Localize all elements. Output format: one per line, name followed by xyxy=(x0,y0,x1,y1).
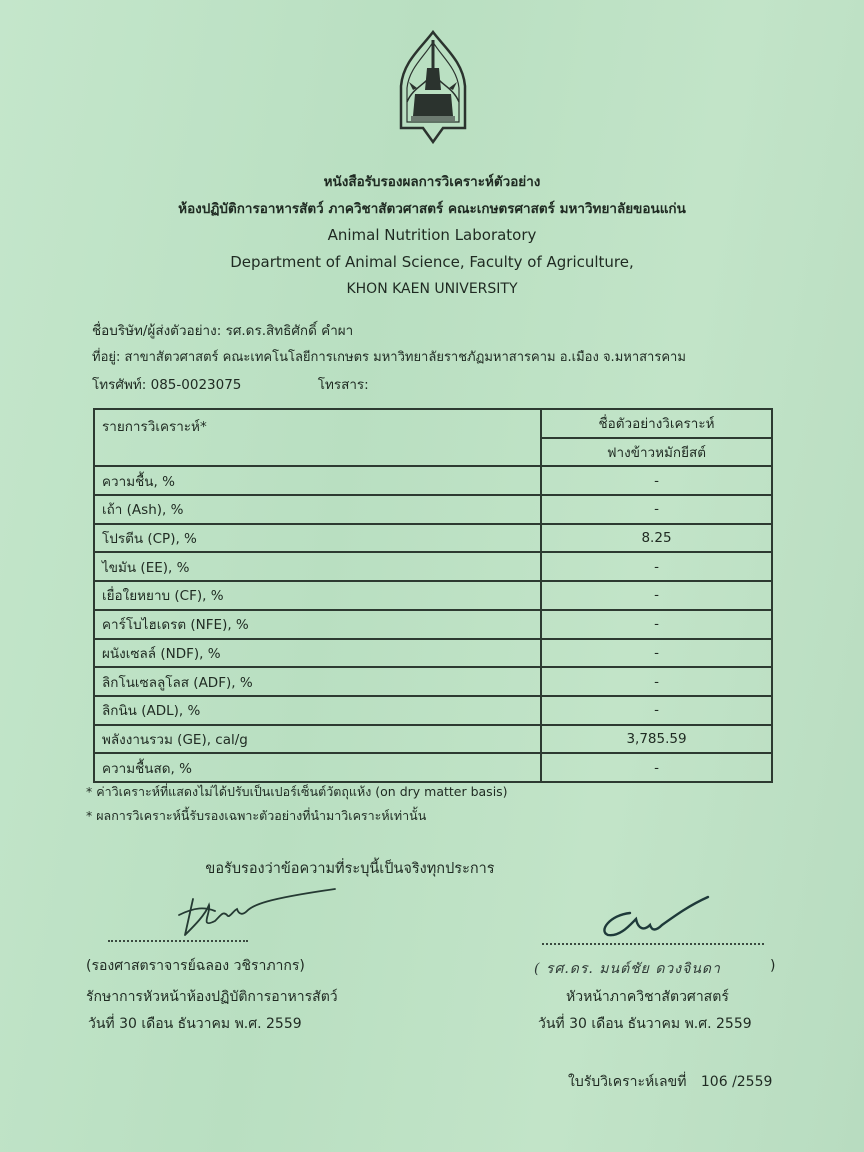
footnote-scope: * ผลการวิเคราะห์นี้รับรองเฉพาะตัวอย่างที่นำมาวิเคราะห์เท่านั้น xyxy=(86,808,427,823)
item-label: เถ้า (Ash), % xyxy=(94,495,541,524)
item-label: ไขมัน (EE), % xyxy=(94,552,541,581)
analysis-items-header: รายการวิเคราะห์* xyxy=(94,409,541,466)
address-value: สาขาสัตวศาสตร์ คณะเทคโนโลยีการเกษตร มหาวิทยาลัยราชภัฏมหาสารคาม อ.เมือง จ.มหาสารคาม xyxy=(124,350,686,365)
item-label: พลังงานรวม (GE), cal/g xyxy=(94,725,541,754)
item-value: - xyxy=(541,696,772,725)
item-value: - xyxy=(541,552,772,581)
lab-name-thai: ห้องปฏิบัติการอาหารสัตว์ ภาควิชาสัตวศาสตร์ คณะเกษตรศาสตร์ มหาวิทยาลัยขอนแก่น xyxy=(178,201,686,217)
item-value: - xyxy=(541,495,772,524)
right-signatory-date: วันที่ 30 เดือน ธันวาคม พ.ศ. 2559 xyxy=(538,1016,752,1032)
receipt-number: 106 /2559 xyxy=(700,1074,773,1090)
item-label: ลิกโนเซลลูโลส (ADF), % xyxy=(94,667,541,696)
item-value: - xyxy=(541,667,772,696)
table-row xyxy=(94,466,772,495)
left-signatory-date: วันที่ 30 เดือน ธันวาคม พ.ศ. 2559 xyxy=(88,1016,302,1032)
fax-label: โทรสาร: xyxy=(317,377,369,393)
item-label: ผนังเซลล์ (NDF), % xyxy=(94,639,541,668)
phone-label: โทรศัพท์: xyxy=(92,377,147,393)
address-line xyxy=(92,346,686,367)
document-title: หนังสือรับรองผลการวิเคราะห์ตัวอย่าง xyxy=(323,174,541,190)
table-row xyxy=(94,639,772,668)
item-value: - xyxy=(541,466,772,495)
lab-name-english: Animal Nutrition Laboratory xyxy=(327,226,537,244)
table-row xyxy=(94,725,772,754)
table-row xyxy=(94,696,772,725)
table-row xyxy=(94,495,772,524)
sample-name: ฟางข้าวหมักยีสต์ xyxy=(541,438,772,467)
sample-name-header: ชื่อตัวอย่างวิเคราะห์ xyxy=(541,409,772,438)
footnote-dry-matter: * ค่าวิเคราะห์ที่แสดงไม่ได้ปรับเป็นเปอร์เซ็นต์วัตถุแห้ง (on dry matter basis) xyxy=(86,784,508,799)
department-name: Department of Animal Science, Faculty of Agriculture, xyxy=(230,253,634,271)
table-row xyxy=(94,610,772,639)
certification-statement: ขอรับรองว่าข้อความที่ระบุนี้เป็นจริงทุกประการ xyxy=(205,861,495,877)
right-signatory-name xyxy=(534,958,721,980)
table-row xyxy=(94,581,772,610)
left-signature-icon xyxy=(175,885,345,945)
item-label: ความชื้นสด, % xyxy=(94,753,541,782)
right-signature-line xyxy=(542,943,764,945)
client-name-line xyxy=(92,319,353,341)
table-row xyxy=(94,667,772,696)
item-value: - xyxy=(541,610,772,639)
client-name-value: รศ.ดร.สิทธิศักดิ์ คำผา xyxy=(225,323,354,339)
table-row xyxy=(94,552,772,581)
client-name-label: ชื่อบริษัท/ผู้ส่งตัวอย่าง: xyxy=(92,323,222,339)
item-label: ความชื้น, % xyxy=(94,466,541,495)
table-header-row xyxy=(94,409,772,438)
table-row xyxy=(94,524,772,553)
item-label: คาร์โบไฮเดรต (NFE), % xyxy=(94,610,541,639)
item-value: 8.25 xyxy=(541,524,772,553)
left-signatory-position: รักษาการหัวหน้าห้องปฏิบัติการอาหารสัตว์ xyxy=(86,989,338,1005)
right-name-close-paren: ) xyxy=(770,958,776,974)
right-signatory-position: หัวหน้าภาควิชาสัตวศาสตร์ xyxy=(566,989,729,1005)
university-name: KHON KAEN UNIVERSITY xyxy=(346,281,518,297)
contact-line xyxy=(92,373,369,395)
item-label: โปรตีน (CP), % xyxy=(94,524,541,553)
right-name-open-paren: ( xyxy=(534,961,541,977)
item-value: - xyxy=(541,581,772,610)
address-label: ที่อยู่: xyxy=(92,350,121,365)
analysis-results-table xyxy=(93,408,773,783)
item-label: เยื่อใยหยาบ (CF), % xyxy=(94,581,541,610)
item-label: ลิกนิน (ADL), % xyxy=(94,696,541,725)
right-name-handwritten: รศ.ดร. มนต์ชัย ดวงจินดา xyxy=(545,961,721,977)
phone-value: 085-0023075 xyxy=(150,377,242,393)
table-row xyxy=(94,753,772,782)
right-signature-icon xyxy=(590,895,720,945)
university-emblem-icon xyxy=(393,28,473,148)
item-value: 3,785.59 xyxy=(541,725,772,754)
left-signature-line xyxy=(108,940,248,942)
item-value: - xyxy=(541,753,772,782)
receipt-number-line xyxy=(568,1071,772,1093)
receipt-label: ใบรับวิเคราะห์เลขที่ xyxy=(568,1074,687,1090)
item-value: - xyxy=(541,639,772,668)
left-signatory-name: (รองศาสตราจารย์ฉลอง วชิราภากร) xyxy=(86,958,305,974)
